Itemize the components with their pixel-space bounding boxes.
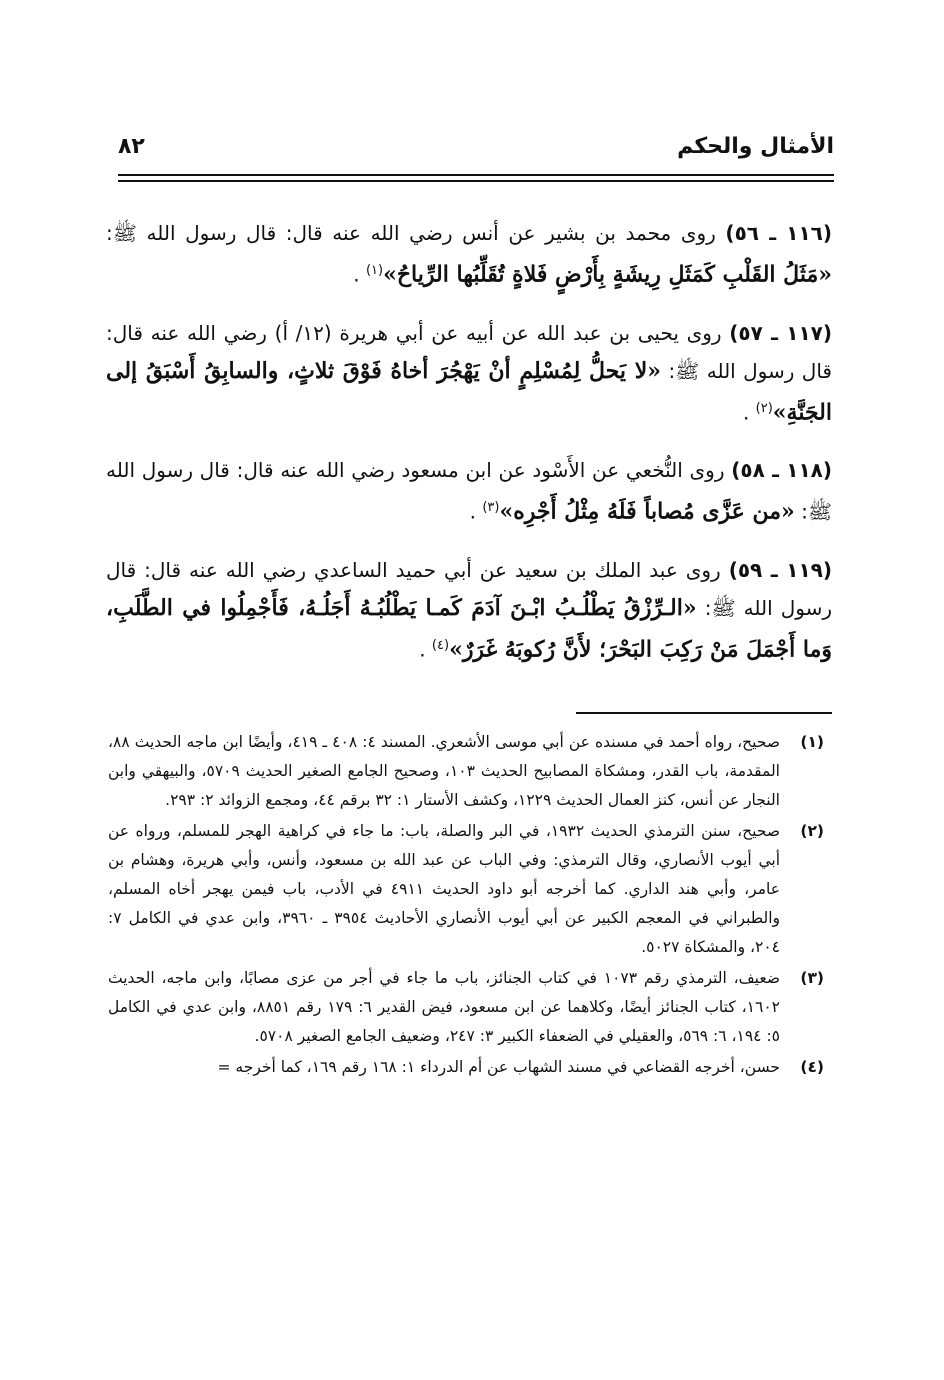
- page-number: ٨٢: [118, 134, 145, 159]
- hadith-number: (١١٦ ـ ٥٦): [725, 221, 832, 245]
- footnotes: [108, 728, 824, 1084]
- hadith-end: .: [353, 262, 360, 287]
- hadith-entry: [106, 551, 832, 669]
- hadith-quote: «مَثَلُ القَلْبِ كَمَثَلِ رِيشَةٍ بِأَرْضٍ فَلاةٍ تُقَلِّبُها الرِّياحُ»: [383, 261, 832, 288]
- footnote-ref: (١): [365, 263, 384, 278]
- header-rule-double: [118, 180, 834, 182]
- footnote-ref: (٢): [755, 400, 773, 416]
- footnote-number: (٤): [800, 1058, 824, 1076]
- footnote-text: صحيح، رواه أحمد في مسنده عن أبي موسى الأشعري. المسند ٤: ٤٠٨ ـ ٤١٩، وأيضًا ابن ماجه الحديث ٨٨، المقدمة، باب القدر، ومشكاة المصابيح الحديث ١٠٣، وصحيح الجامع الصغير الحديث ٥٧٠٩، والبيهقي وابن النجار عن أنس، كنز العمال الحديث ١٢٢٩، وكشف الأستار ١: ٣٢ برقم ٤٤، ومجمع الزوائد ٢: ٢٩٣.: [108, 733, 781, 809]
- hadith-number: (١١٨ ـ ٥٨): [731, 458, 833, 483]
- hadith-entry: [106, 314, 832, 432]
- hadith-intro: روى عبد الملك بن سعيد عن أبي حميد الساعدي رضي الله عنه قال: قال رسول الله ﷺ:: [106, 557, 833, 620]
- footnote: [108, 728, 824, 815]
- hadith-intro: روى محمد بن بشير عن أنس رضي الله عنه قال: قال رسول الله ﷺ:: [106, 221, 716, 245]
- footnote-number: (٢): [800, 822, 824, 840]
- hadith-list: [106, 194, 832, 677]
- page-header: [118, 132, 834, 170]
- footnote-ref: (٣): [482, 500, 500, 516]
- hadith-quote: «الـرِّزْقُ يَطْلُـبُ ابْـنَ آدَمَ كَمـا يَطْلُبُـهُ أَجَلُـهُ، فَأَجْمِلُوا في الطَّلَبِ، وَما أَجْمَلَ مَنْ رَكِبَ البَحْرَ؛ لأَنَّ رُكوبَهُ غَرَرٌ»: [106, 594, 832, 663]
- hadith-end: .: [742, 400, 750, 425]
- hadith-end: .: [419, 637, 426, 662]
- header-rule: [118, 174, 834, 176]
- hadith-number: (١١٩ ـ ٥٩): [728, 557, 833, 582]
- hadith-end: .: [469, 499, 476, 524]
- footnote-text: حسن، أخرجه القضاعي في مسند الشهاب عن أم الدرداء ١: ١٦٨ رقم ١٦٩، كما أخرجه =: [217, 1058, 780, 1076]
- footnote-number: (١): [800, 733, 824, 751]
- footnote: [108, 817, 824, 962]
- footnote: [108, 1053, 824, 1082]
- hadith-intro: روى النُّخعي عن الأَسْود عن ابن مسعود رضي الله عنه قال: قال رسول الله ﷺ:: [106, 458, 832, 524]
- footnote-text: ضعيف، الترمذي رقم ١٠٧٣ في كتاب الجنائز، باب ما جاء في أجر من عزى مصابًا، وابن ماجه، الحديث ١٦٠٢، كتاب الجنائز أيضًا، وكلاهما عن ابن مسعود، فيض القدير ٦: ١٧٩ رقم ٨٨٥١، وابن عدي في الكامل ٥: ١٩٤، ٦: ٥٦٩، والعقيلي في الضعفاء الكبير ٣: ٢٤٧، وضعيف الجامع الصغير ٥٧٠٨.: [108, 969, 780, 1045]
- running-title: الأمثال والحكم: [677, 134, 834, 159]
- footnote-text: صحيح، سنن الترمذي الحديث ١٩٣٢، في البر والصلة، باب: ما جاء في كراهية الهجر للمسلم، ورواه عن أبي أيوب الأنصاري، وقال الترمذي: وفي الباب عن عبد الله بن مسعود، وأنس، وأبي هريرة، وهشام بن عامر، وأبي هند الداري. كما أخرجه أبو داود الحديث ٤٩١١ في الأدب، باب فيمن يهجر أخاه المسلم، والطبراني في المعجم الكبير عن أبي أيوب الأنصاري الأحاديث ٣٩٥٤ ـ ٣٩٦٠، وابن عدي في الكامل ٧: ٢٠٤، والمشكاة ٥٠٢٧.: [108, 822, 780, 956]
- hadith-number: (١١٧ ـ ٥٧): [729, 320, 833, 345]
- footnote: [108, 964, 824, 1051]
- hadith-intro: روى يحيى بن عبد الله عن أبيه عن أبي هريرة (١٢/ أ) رضي الله عنه قال: قال رسول الله ﷺ:: [106, 320, 832, 383]
- footnote-separator: [576, 712, 832, 714]
- footnote-ref: (٤): [431, 637, 450, 653]
- hadith-quote: «لا يَحلُّ لِمُسْلِمٍ أنْ يَهْجُرَ أخاهُ فَوْقَ ثلاثٍ، والسابِقُ أَسْبَقُ إلى الجَنَّةِ»: [106, 357, 832, 426]
- hadith-quote: «من عَزَّى مُصاباً فَلَهُ مِثْلُ أَجْرِه»: [499, 498, 795, 525]
- hadith-entry: [106, 451, 832, 531]
- footnote-number: (٣): [800, 969, 824, 987]
- hadith-entry: [106, 214, 832, 294]
